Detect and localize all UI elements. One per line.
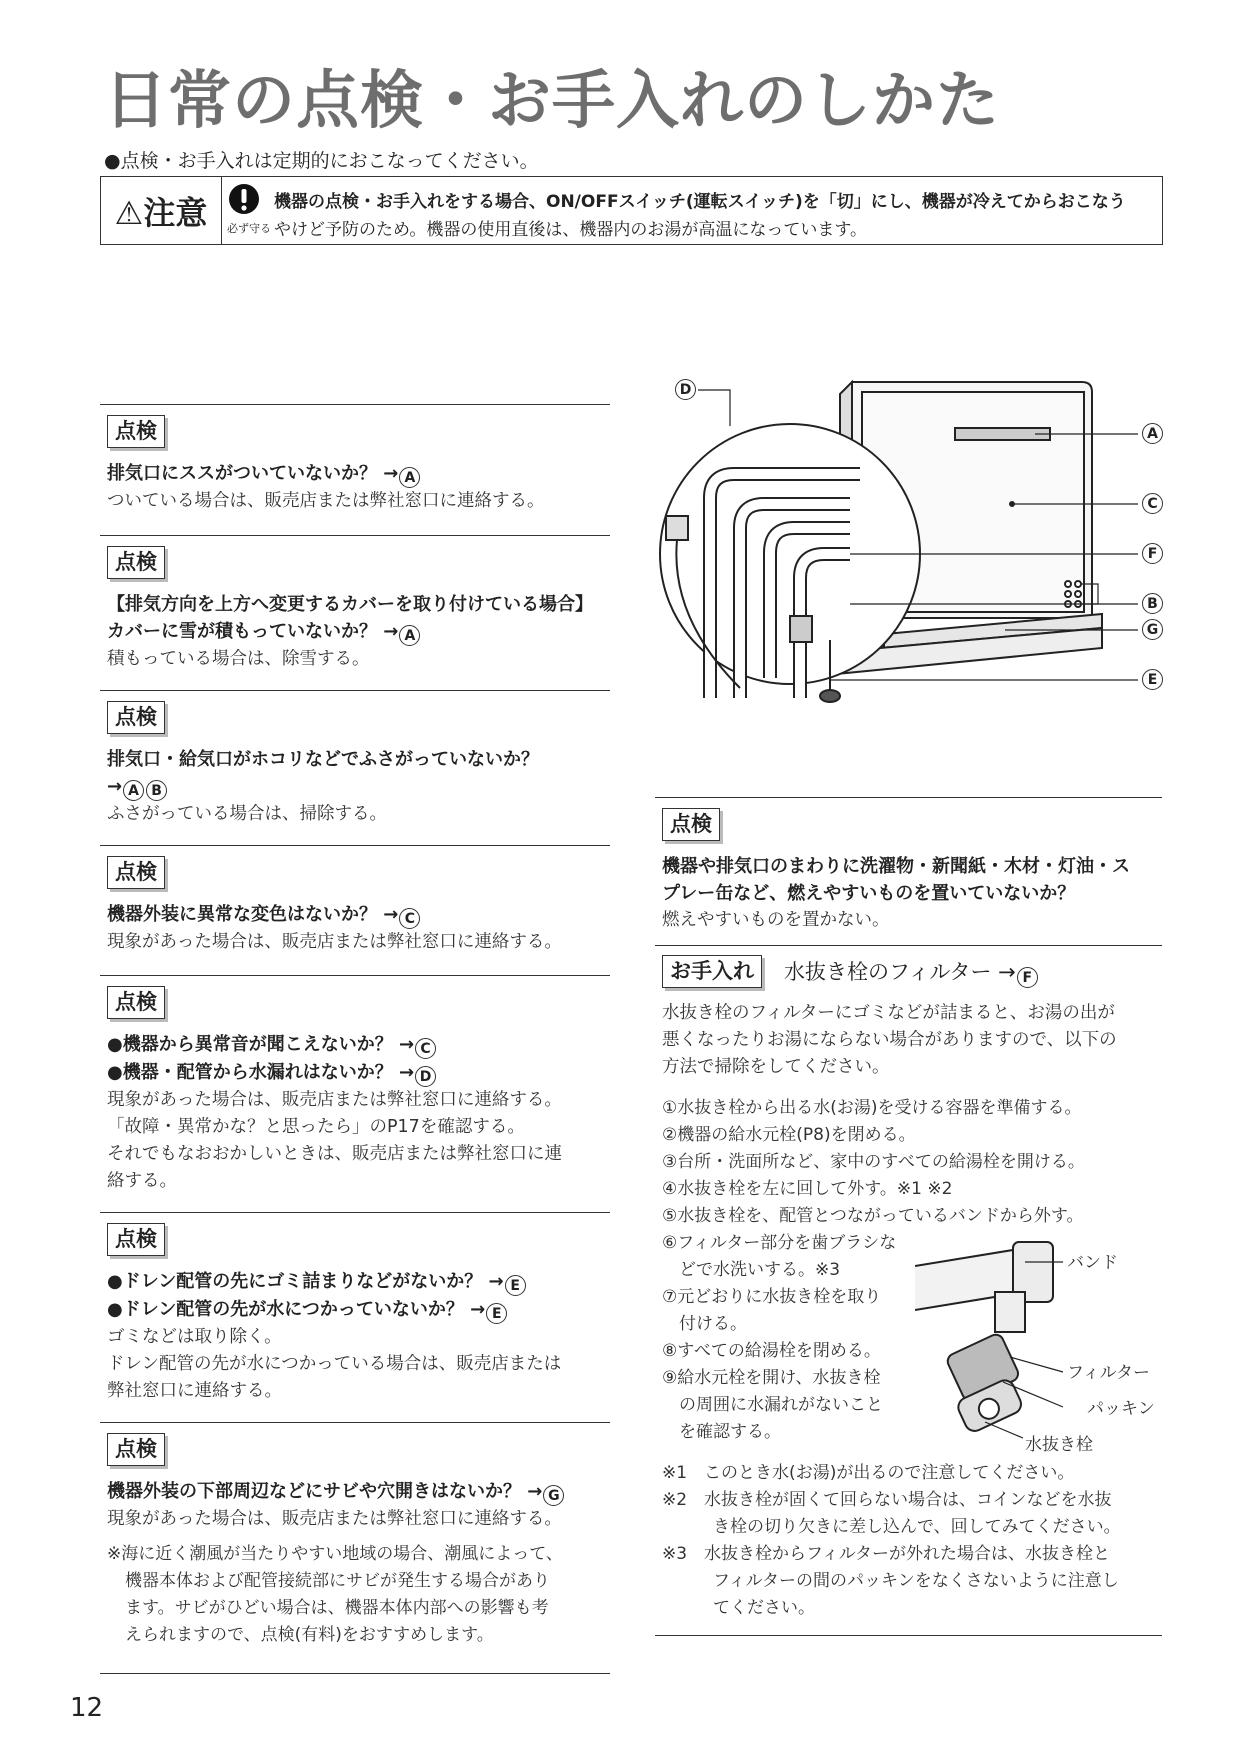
ref-marker: A [399, 467, 420, 488]
check-answer: 現象があった場合は、販売店または弊社窓口に連絡する。 [107, 1509, 562, 1529]
footnote: てください。 [662, 1598, 815, 1618]
divider [100, 404, 610, 405]
check-answer: 絡する。 [107, 1171, 177, 1191]
check-arrow: → [107, 776, 123, 797]
step-item: 付ける。 [662, 1314, 747, 1334]
step-item: ④水抜き栓を左に回して外す。※1 ※2 [662, 1179, 953, 1199]
check-tag: 点検 [107, 1223, 165, 1256]
caution-reason: やけど予防のため。機器の使用直後は、機器内のお湯が高温になっています。 [274, 220, 867, 240]
step-item: ⑦元どおりに水抜き栓を取り [662, 1287, 882, 1307]
footnote: ※1 このとき水(お湯)が出るので注意してください。 [662, 1463, 1075, 1483]
ref-marker: C [399, 908, 420, 929]
step-item: どで水洗いする。※3 [662, 1260, 841, 1280]
check-answer: ついている場合は、販売店または弊社窓口に連絡する。 [107, 491, 545, 511]
check-question: ●機器・配管から水漏れはないか？ → [107, 1062, 415, 1083]
label-filter: フィルター [1067, 1363, 1150, 1383]
check-question: 機器外装の下部周辺などにサビや穴開きはないか？ → [107, 1481, 543, 1502]
diagram-label-a: A [1142, 423, 1163, 444]
maintenance-section [662, 955, 1162, 1622]
check-section-3 [107, 701, 539, 828]
check-question: カバーに雪が積もっていないか？ → [107, 621, 399, 642]
check-condition: 【排気方向を上方へ変更するカバーを取り付けている場合】 [107, 594, 593, 615]
check-section-6 [107, 1223, 561, 1405]
page-title: 日常の点検・お手入れのしかた [104, 64, 1000, 137]
diagram-label-f: F [1142, 543, 1163, 564]
check-answer: 「故障・異常かな？と思ったら」のP17を確認する。 [107, 1117, 525, 1137]
note-line: 機器本体および配管接続部にサビが発生する場合があり [125, 1571, 550, 1591]
check-answer: ドレン配管の先が水につかっている場合は、販売店または [107, 1354, 562, 1374]
ref-marker: C [415, 1038, 436, 1059]
must-do-icon [227, 183, 271, 236]
page-number: 12 [70, 1693, 104, 1723]
note-line: ※海に近く潮風が当たりやすい地域の場合、潮風によって、 [107, 1544, 563, 1564]
step-item: の周囲に水漏れがないこと [662, 1395, 883, 1415]
divider [100, 975, 610, 976]
check-section-4 [107, 856, 562, 956]
step-item: ⑨給水元栓を開け、水抜き栓 [662, 1368, 881, 1388]
check-tag: 点検 [107, 856, 165, 889]
water-heater-diagram [650, 378, 1170, 732]
check-answer: ゴミなどは取り除く。 [107, 1327, 282, 1347]
check-question: ●機器から異常音が聞こえないか？ → [107, 1034, 415, 1055]
check-section-1 [107, 415, 545, 515]
check-tag: 点検 [107, 986, 165, 1019]
check-question: プレー缶など、燃えやすいものを置いていないか？ [662, 883, 1076, 904]
diagram-label-c: C [1142, 493, 1163, 514]
divider [100, 845, 610, 846]
check-question: 排気口にススがついていないか？ → [107, 463, 399, 484]
check-answer: 燃えやすいものを置かない。 [662, 910, 890, 930]
diagram-label-g: G [1142, 619, 1163, 640]
check-answer: 弊社窓口に連絡する。 [107, 1381, 282, 1401]
check-answer: 現象があった場合は、販売店または弊社窓口に連絡する。 [107, 1090, 562, 1110]
drain-plug-figure [915, 1222, 1155, 1456]
maintenance-tag: お手入れ [662, 955, 762, 988]
ref-marker: B [146, 780, 167, 801]
maintenance-intro: 悪くなったりお湯にならない場合がありますので、以下の [662, 1030, 1117, 1050]
ref-marker: D [415, 1066, 436, 1087]
caution-box [100, 176, 1163, 245]
footnote: フィルターの間のパッキンをなくさないように注意し [662, 1571, 1119, 1591]
note-line: ます。サビがひどい場合は、機器本体内部への影響も考 [125, 1598, 549, 1618]
ref-marker: F [1017, 967, 1038, 988]
check-tag: 点検 [107, 546, 165, 579]
check-answer: 積もっている場合は、除雪する。 [107, 649, 370, 669]
ref-marker: E [486, 1303, 507, 1324]
ref-marker: G [543, 1485, 564, 1506]
check-question: 排気口・給気口がホコリなどでふさがっていないか？ [107, 749, 539, 770]
check-question: ●ドレン配管の先にゴミ詰まりなどがないか？ → [107, 1271, 504, 1292]
step-item: を確認する。 [662, 1422, 781, 1442]
divider [100, 1422, 610, 1423]
maintenance-heading: 水抜き栓のフィルター → [784, 959, 1016, 984]
maintenance-intro: 水抜き栓のフィルターにゴミなどが詰まると、お湯の出が [662, 1003, 1115, 1023]
check-section-2 [107, 546, 593, 673]
drain-plug-drawing [915, 1222, 1065, 1452]
divider [655, 797, 1162, 798]
label-drain-plug: 水抜き栓 [1025, 1435, 1093, 1455]
diagram-label-e: E [1142, 669, 1163, 690]
divider [100, 535, 610, 536]
check-section-8 [662, 808, 1130, 934]
check-answer: 現象があった場合は、販売店または弊社窓口に連絡する。 [107, 932, 562, 952]
check-tag: 点検 [662, 808, 720, 841]
check-section-7 [107, 1433, 565, 1649]
note-line: えられますので、点検(有料)をおすすめします。 [125, 1625, 494, 1645]
label-band: バンド [1067, 1253, 1118, 1273]
step-item: ⑤水抜き栓を、配管とつながっているバンドから外す。 [662, 1206, 1084, 1226]
divider [655, 945, 1162, 946]
footnote: ※2 水抜き栓が固くて回らない場合は、コインなどを水抜 [662, 1490, 1112, 1510]
ref-marker: A [399, 625, 420, 646]
ref-marker: E [505, 1275, 526, 1296]
divider [100, 690, 610, 691]
diagram-drawing [650, 378, 1170, 728]
check-answer: それでもなおおかしいときは、販売店または弊社窓口に連 [107, 1144, 562, 1164]
check-section-5 [107, 986, 562, 1195]
diagram-label-d: D [675, 379, 696, 400]
check-tag: 点検 [107, 1433, 165, 1466]
must-do-label: 必ず守る [227, 222, 271, 235]
footnote: き栓の切り欠きに差し込んで、回してみてください。 [662, 1517, 1121, 1537]
check-tag: 点検 [107, 415, 165, 448]
check-question: ●ドレン配管の先が水につかっていないか？ → [107, 1299, 486, 1320]
caution-label: ⚠注意 [101, 177, 222, 244]
step-item: ③台所・洗面所など、家中のすべての給湯栓を開ける。 [662, 1152, 1085, 1172]
diagram-label-b: B [1142, 593, 1163, 614]
caution-instruction: 機器の点検・お手入れをする場合、ON/OFFスイッチ(運転スイッチ)を「切」にし、機器が冷えてからおこなう [274, 192, 1126, 212]
check-question: 機器外装に異常な変色はないか？ → [107, 904, 399, 925]
step-item: ②機器の給水元栓(P8)を閉める。 [662, 1125, 916, 1145]
check-answer: ふさがっている場合は、掃除する。 [107, 804, 387, 824]
divider [655, 1635, 1162, 1636]
step-item: ⑥フィルター部分を歯ブラシな [662, 1233, 897, 1253]
check-tag: 点検 [107, 701, 165, 734]
intro-text: ●点検・お手入れは定期的におこなってください。 [104, 150, 539, 172]
divider [100, 1673, 610, 1674]
maintenance-intro: 方法で掃除をしてください。 [662, 1057, 890, 1077]
check-question: 機器や排気口のまわりに洗濯物・新聞紙・木材・灯油・ス [662, 856, 1130, 877]
label-packing: パッキン [1087, 1399, 1155, 1419]
divider [100, 1212, 610, 1213]
step-item: ①水抜き栓から出る水(お湯)を受ける容器を準備する。 [662, 1098, 1082, 1118]
step-item: ⑧すべての給湯栓を閉める。 [662, 1341, 881, 1361]
footnote: ※3 水抜き栓からフィルターが外れた場合は、水抜き栓と [662, 1544, 1111, 1564]
ref-marker: A [123, 780, 144, 801]
